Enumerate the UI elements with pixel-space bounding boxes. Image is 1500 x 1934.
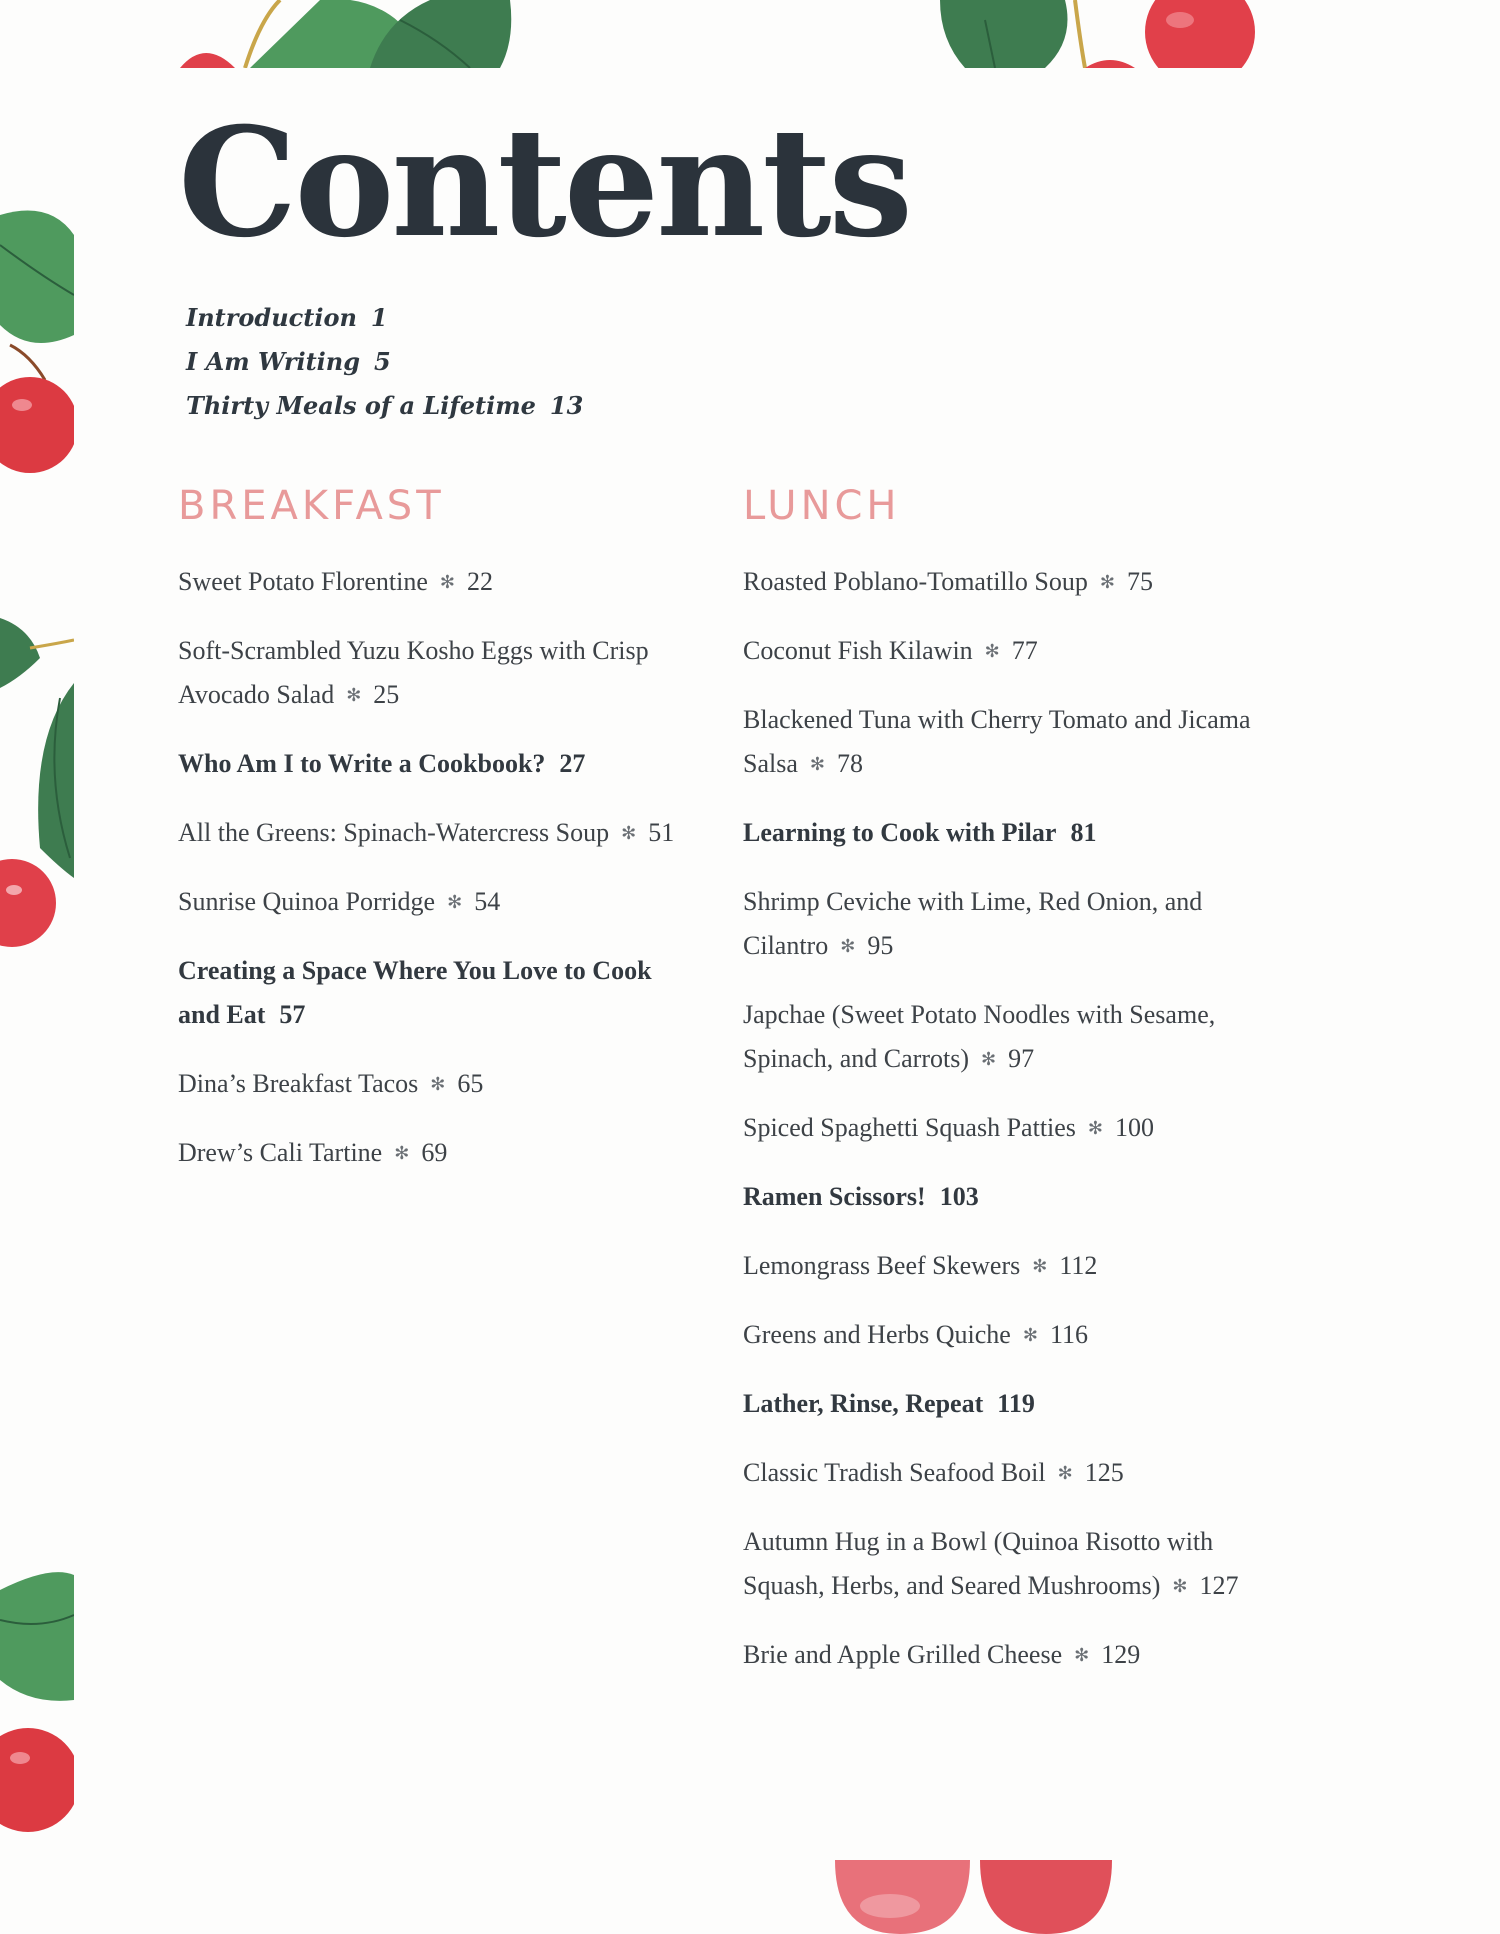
toc-entry-recipe[interactable] bbox=[743, 1520, 1283, 1608]
toc-entry-recipe[interactable] bbox=[178, 880, 698, 924]
intro-item-label: Introduction bbox=[186, 303, 357, 332]
asterisk-separator-icon: ✻ bbox=[840, 936, 856, 956]
toc-entry-page: 78 bbox=[836, 749, 863, 778]
toc-entry-essay[interactable] bbox=[743, 811, 1283, 855]
intro-item-label: I Am Writing bbox=[186, 347, 361, 376]
toc-entry-page: 81 bbox=[1070, 818, 1097, 847]
toc-entry-essay[interactable] bbox=[178, 949, 698, 1037]
toc-entry-page: 77 bbox=[1011, 636, 1038, 665]
asterisk-separator-icon: ✻ bbox=[621, 823, 637, 843]
section-heading-breakfast: BREAKFAST bbox=[178, 483, 445, 529]
intro-item[interactable] bbox=[186, 340, 583, 384]
intro-item-label: Thirty Meals of a Lifetime bbox=[186, 391, 536, 420]
toc-entry-recipe[interactable] bbox=[743, 880, 1283, 968]
toc-entry-recipe[interactable] bbox=[743, 1633, 1283, 1677]
toc-entry-page: 112 bbox=[1059, 1251, 1098, 1280]
toc-entry-label: Sunrise Quinoa Porridge bbox=[178, 887, 436, 916]
asterisk-separator-icon: ✻ bbox=[981, 1049, 997, 1069]
toc-entry-page: 27 bbox=[559, 749, 586, 778]
toc-entry-label: Spiced Spaghetti Squash Patties bbox=[743, 1113, 1076, 1142]
toc-entry-label: Shrimp Ceviche with Lime, Red Onion, and Cilantro bbox=[743, 887, 1203, 960]
toc-entry-recipe[interactable] bbox=[743, 1313, 1283, 1357]
asterisk-separator-icon: ✻ bbox=[1057, 1463, 1073, 1483]
intro-item[interactable] bbox=[186, 296, 583, 340]
toc-entry-page: 129 bbox=[1101, 1640, 1141, 1669]
cherry-illustration-left-1 bbox=[0, 205, 75, 485]
intro-item[interactable] bbox=[186, 384, 583, 428]
toc-entry-essay[interactable] bbox=[743, 1175, 1283, 1219]
toc-entry-label: Who Am I to Write a Cookbook? bbox=[178, 749, 546, 778]
toc-entry-recipe[interactable] bbox=[178, 560, 698, 604]
toc-entry-page: 57 bbox=[279, 1000, 306, 1029]
asterisk-separator-icon: ✻ bbox=[1022, 1325, 1038, 1345]
toc-entry-recipe[interactable] bbox=[178, 1131, 698, 1175]
toc-entry-page: 97 bbox=[1008, 1044, 1035, 1073]
intro-item-page: 1 bbox=[370, 303, 388, 332]
asterisk-separator-icon: ✻ bbox=[809, 754, 825, 774]
cherry-illustration-left-2 bbox=[0, 618, 75, 968]
toc-entry-label: Coconut Fish Kilawin bbox=[743, 636, 973, 665]
toc-entry-page: 69 bbox=[421, 1138, 448, 1167]
breakfast-entries bbox=[178, 560, 698, 1175]
asterisk-separator-icon: ✻ bbox=[430, 1074, 446, 1094]
asterisk-separator-icon: ✻ bbox=[346, 685, 362, 705]
toc-entry-page: 116 bbox=[1049, 1320, 1088, 1349]
toc-entry-label: Greens and Herbs Quiche bbox=[743, 1320, 1011, 1349]
asterisk-separator-icon: ✻ bbox=[447, 892, 463, 912]
asterisk-separator-icon: ✻ bbox=[1074, 1645, 1090, 1665]
toc-entry-label: Learning to Cook with Pilar bbox=[743, 818, 1057, 847]
toc-entry-label: Brie and Apple Grilled Cheese bbox=[743, 1640, 1063, 1669]
toc-entry-recipe[interactable] bbox=[178, 811, 698, 855]
toc-entry-page: 127 bbox=[1199, 1571, 1239, 1600]
cherry-illustration-top-left bbox=[170, 0, 520, 68]
toc-entry-label: Drew’s Cali Tartine bbox=[178, 1138, 383, 1167]
toc-entry-recipe[interactable] bbox=[178, 1062, 698, 1106]
toc-entry-label: Autumn Hug in a Bowl (Quinoa Risotto with Squash, Herbs, and Seared Mushrooms) bbox=[743, 1527, 1214, 1600]
lunch-column bbox=[743, 478, 1283, 1702]
toc-entry-label: Roasted Poblano-Tomatillo Soup bbox=[743, 567, 1088, 596]
toc-entry-page: 65 bbox=[457, 1069, 484, 1098]
toc-entry-page: 119 bbox=[997, 1389, 1035, 1418]
asterisk-separator-icon: ✻ bbox=[1172, 1576, 1188, 1596]
asterisk-separator-icon: ✻ bbox=[439, 572, 455, 592]
toc-entry-label: Sweet Potato Florentine bbox=[178, 567, 428, 596]
toc-entry-recipe[interactable] bbox=[743, 993, 1283, 1081]
toc-entry-page: 95 bbox=[867, 931, 894, 960]
toc-entry-page: 75 bbox=[1126, 567, 1153, 596]
page-title: Contents bbox=[178, 95, 911, 271]
asterisk-separator-icon: ✻ bbox=[1087, 1118, 1104, 1138]
toc-entry-page: 51 bbox=[648, 818, 675, 847]
asterisk-separator-icon: ✻ bbox=[1032, 1256, 1048, 1276]
cherry-illustration-top-right bbox=[935, 0, 1295, 68]
toc-entry-recipe[interactable] bbox=[743, 1451, 1283, 1495]
cherry-illustration-bottom bbox=[830, 1856, 1120, 1934]
toc-entry-label: Blackened Tuna with Cherry Tomato and Jicama Salsa bbox=[743, 705, 1251, 778]
toc-entry-page: 22 bbox=[466, 567, 493, 596]
toc-entry-essay[interactable] bbox=[743, 1382, 1283, 1426]
toc-entry-label: Soft-Scrambled Yuzu Kosho Eggs with Crisp Avocado Salad bbox=[178, 636, 649, 709]
toc-entry-recipe[interactable] bbox=[743, 1106, 1283, 1150]
toc-entry-page: 54 bbox=[474, 887, 501, 916]
toc-entry-label: Dina’s Breakfast Tacos bbox=[178, 1069, 419, 1098]
toc-entry-label: Japchae (Sweet Potato Noodles with Sesame, Spinach, and Carrots) bbox=[743, 1000, 1216, 1073]
asterisk-separator-icon: ✻ bbox=[1099, 572, 1115, 592]
toc-entry-recipe[interactable] bbox=[743, 560, 1283, 604]
intro-list bbox=[186, 296, 583, 428]
toc-entry-label: Lemongrass Beef Skewers bbox=[743, 1251, 1021, 1280]
lunch-entries bbox=[743, 560, 1283, 1677]
section-heading-lunch: LUNCH bbox=[743, 483, 901, 529]
toc-entry-label: All the Greens: Spinach-Watercress Soup bbox=[178, 818, 610, 847]
toc-entry-label: Classic Tradish Seafood Boil bbox=[743, 1458, 1046, 1487]
toc-entry-recipe[interactable] bbox=[743, 1244, 1283, 1288]
toc-entry-label: Lather, Rinse, Repeat bbox=[743, 1389, 984, 1418]
intro-item-page: 5 bbox=[374, 347, 391, 376]
cherry-illustration-left-3 bbox=[0, 1570, 75, 1850]
breakfast-column bbox=[178, 478, 698, 1200]
asterisk-separator-icon: ✻ bbox=[394, 1143, 410, 1163]
asterisk-separator-icon: ✻ bbox=[984, 641, 1000, 661]
toc-entry-recipe[interactable] bbox=[178, 629, 698, 717]
toc-entry-page: 125 bbox=[1084, 1458, 1124, 1487]
intro-item-page: 13 bbox=[549, 391, 584, 420]
toc-entry-label: Ramen Scissors! bbox=[743, 1182, 926, 1211]
toc-entry-label: Creating a Space Where You Love to Cook and Eat bbox=[178, 956, 652, 1029]
toc-entry-recipe[interactable] bbox=[743, 629, 1283, 673]
toc-entry-page: 25 bbox=[373, 680, 400, 709]
toc-entry-essay[interactable] bbox=[178, 742, 698, 786]
toc-entry-recipe[interactable] bbox=[743, 698, 1283, 786]
toc-entry-page: 100 bbox=[1115, 1113, 1155, 1142]
toc-entry-page: 103 bbox=[939, 1182, 979, 1211]
